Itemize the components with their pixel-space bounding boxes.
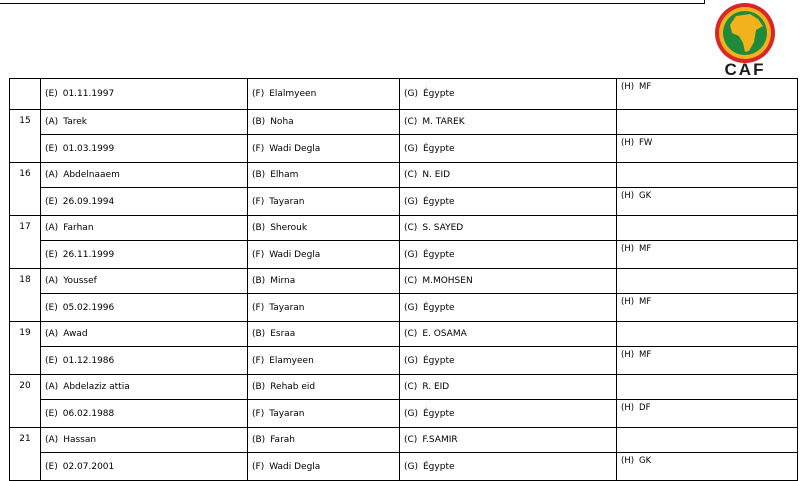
field-label-g: (G) xyxy=(404,461,418,472)
cell-first-name xyxy=(41,216,248,241)
player-position: MF xyxy=(639,297,652,307)
player-club: Tayaran xyxy=(269,408,305,419)
player-last-name: Esraa xyxy=(270,329,296,339)
player-club: Elalmyeen xyxy=(269,89,317,99)
field-label-h: (H) xyxy=(621,297,635,307)
cell-shirt-name xyxy=(400,375,617,400)
player-dob: 01.03.1999 xyxy=(62,143,115,154)
cell-first-name xyxy=(41,163,248,188)
player-position: DF xyxy=(639,403,651,413)
player-shirt-name: S. SAYED xyxy=(422,223,464,233)
cell-position xyxy=(617,400,798,428)
cell-last-name xyxy=(248,110,400,135)
cell-position xyxy=(617,241,798,269)
player-country: Égypte xyxy=(423,355,455,366)
field-label-f: (F) xyxy=(252,461,265,472)
cell-empty xyxy=(617,269,798,294)
player-number: 15 xyxy=(10,110,41,163)
cell-country xyxy=(400,241,617,269)
cell-dob xyxy=(41,135,248,163)
header-rule xyxy=(0,0,705,4)
cell-position xyxy=(617,294,798,322)
cell-country xyxy=(400,294,617,322)
player-number: 18 xyxy=(10,269,41,322)
player-dob: 01.11.1997 xyxy=(62,89,115,99)
player-position: MF xyxy=(639,350,652,360)
field-label-g: (G) xyxy=(404,408,418,419)
cell-shirt-name xyxy=(400,428,617,453)
player-position: GK xyxy=(639,456,652,466)
field-label-e: (E) xyxy=(45,355,58,366)
player-row-details xyxy=(10,135,798,163)
cell-country xyxy=(400,79,617,110)
cell-dob xyxy=(41,347,248,375)
cell-empty xyxy=(617,375,798,400)
player-last-name: Noha xyxy=(270,117,294,127)
field-label-f: (F) xyxy=(252,355,265,366)
player-country: Égypte xyxy=(423,302,455,313)
player-dob: 26.09.1994 xyxy=(62,196,115,207)
cell-first-name xyxy=(41,269,248,294)
player-last-name: Rehab eid xyxy=(270,382,316,392)
player-shirt-name: F.SAMIR xyxy=(422,435,458,445)
field-label-b: (B) xyxy=(252,223,266,233)
cell-last-name xyxy=(248,428,400,453)
field-label-a: (A) xyxy=(45,435,59,445)
cell-club xyxy=(248,347,400,375)
field-label-f: (F) xyxy=(252,249,265,260)
cell-last-name xyxy=(248,269,400,294)
player-position: MF xyxy=(639,82,652,92)
cell-first-name xyxy=(41,375,248,400)
field-label-g: (G) xyxy=(404,89,418,99)
cell-dob xyxy=(41,188,248,216)
field-label-b: (B) xyxy=(252,276,266,286)
player-country: Égypte xyxy=(423,461,455,472)
field-label-a: (A) xyxy=(45,382,59,392)
player-first-name: Awad xyxy=(63,329,88,339)
player-row-details xyxy=(10,347,798,375)
field-label-c: (C) xyxy=(404,223,418,233)
field-label-c: (C) xyxy=(404,329,418,339)
cell-position xyxy=(617,347,798,375)
field-label-g: (G) xyxy=(404,355,418,366)
player-club: Wadi Degla xyxy=(269,249,321,260)
field-label-e: (E) xyxy=(45,249,58,260)
cell-last-name xyxy=(248,163,400,188)
player-number: 20 xyxy=(10,375,41,428)
player-dob: 06.02.1988 xyxy=(62,408,115,419)
cell-empty xyxy=(617,322,798,347)
cell-club xyxy=(248,79,400,110)
player-dob: 05.02.1996 xyxy=(62,302,115,313)
field-label-b: (B) xyxy=(252,435,266,445)
field-label-c: (C) xyxy=(404,117,418,127)
cell-empty xyxy=(617,163,798,188)
field-label-b: (B) xyxy=(252,329,266,339)
cell-club xyxy=(248,241,400,269)
field-label-c: (C) xyxy=(404,382,418,392)
player-position: MF xyxy=(639,244,652,254)
player-first-name: Tarek xyxy=(63,117,87,127)
field-label-b: (B) xyxy=(252,382,266,392)
player-country: Égypte xyxy=(423,143,455,154)
cell-empty xyxy=(617,110,798,135)
field-label-c: (C) xyxy=(404,276,418,286)
cell-position xyxy=(617,79,798,110)
field-label-a: (A) xyxy=(45,223,59,233)
cell-country xyxy=(400,347,617,375)
player-last-name: Farah xyxy=(270,435,295,445)
field-label-a: (A) xyxy=(45,276,59,286)
field-label-e: (E) xyxy=(45,461,58,472)
field-label-h: (H) xyxy=(621,456,635,466)
field-label-a: (A) xyxy=(45,170,59,180)
field-label-c: (C) xyxy=(404,435,418,445)
field-label-c: (C) xyxy=(404,170,418,180)
field-label-g: (G) xyxy=(404,249,418,260)
player-country: Égypte xyxy=(423,249,455,260)
cell-first-name xyxy=(41,428,248,453)
field-label-h: (H) xyxy=(621,244,635,254)
field-label-a: (A) xyxy=(45,117,59,127)
cell-club xyxy=(248,135,400,163)
player-number-continued xyxy=(10,79,41,110)
player-shirt-name: M. TAREK xyxy=(422,117,465,127)
player-number: 17 xyxy=(10,216,41,269)
player-number: 21 xyxy=(10,428,41,481)
cell-club xyxy=(248,400,400,428)
player-row-names xyxy=(10,375,798,400)
field-label-f: (F) xyxy=(252,143,265,154)
player-row-names xyxy=(10,163,798,188)
player-club: Wadi Degla xyxy=(269,461,321,472)
cell-first-name xyxy=(41,110,248,135)
cell-position xyxy=(617,135,798,163)
player-position: FW xyxy=(639,138,653,148)
cell-country xyxy=(400,135,617,163)
player-dob: 02.07.2001 xyxy=(62,461,115,472)
player-row-names xyxy=(10,269,798,294)
player-row-details xyxy=(10,188,798,216)
player-shirt-name: M.MOHSEN xyxy=(422,276,473,286)
field-label-f: (F) xyxy=(252,302,265,313)
player-country: Égypte xyxy=(423,408,455,419)
player-last-name: Mirna xyxy=(270,276,296,286)
player-club: Elamyeen xyxy=(269,355,314,366)
player-country: Égypte xyxy=(423,196,455,207)
cell-empty xyxy=(617,428,798,453)
player-row-details xyxy=(10,241,798,269)
player-row-names xyxy=(10,322,798,347)
field-label-g: (G) xyxy=(404,143,418,154)
field-label-h: (H) xyxy=(621,191,635,201)
player-row-names xyxy=(10,110,798,135)
cell-country xyxy=(400,400,617,428)
cell-first-name xyxy=(41,322,248,347)
cell-club xyxy=(248,188,400,216)
player-club: Wadi Degla xyxy=(269,143,321,154)
field-label-b: (B) xyxy=(252,117,266,127)
player-first-name: Hassan xyxy=(63,435,97,445)
player-club: Tayaran xyxy=(269,302,305,313)
field-label-e: (E) xyxy=(45,408,58,419)
player-dob: 26.11.1999 xyxy=(62,249,115,260)
field-label-e: (E) xyxy=(45,143,58,154)
player-club: Tayaran xyxy=(269,196,305,207)
player-dob: 01.12.1986 xyxy=(62,355,115,366)
player-row-details xyxy=(10,294,798,322)
field-label-h: (H) xyxy=(621,82,635,92)
field-label-a: (A) xyxy=(45,329,59,339)
player-row-details xyxy=(10,400,798,428)
player-first-name: Abdelnaaem xyxy=(63,170,120,180)
player-country: Égypte xyxy=(423,89,455,99)
player-first-name: Farhan xyxy=(63,223,94,233)
cell-shirt-name xyxy=(400,269,617,294)
player-last-name: Elham xyxy=(270,170,299,180)
field-label-b: (B) xyxy=(252,170,266,180)
player-shirt-name: E. OSAMA xyxy=(422,329,467,339)
cell-shirt-name xyxy=(400,322,617,347)
player-number: 19 xyxy=(10,322,41,375)
logo-wordmark: CAF xyxy=(724,60,766,78)
field-label-h: (H) xyxy=(621,350,635,360)
player-last-name: Sherouk xyxy=(270,223,308,233)
field-label-e: (E) xyxy=(45,196,58,207)
player-first-name: Youssef xyxy=(63,276,97,286)
field-label-f: (F) xyxy=(252,196,265,207)
player-shirt-name: N. EID xyxy=(422,170,451,180)
player-row-names xyxy=(10,428,798,453)
player-row-details xyxy=(10,79,798,110)
player-shirt-name: R. EID xyxy=(422,382,450,392)
player-first-name: Abdelaziz attia xyxy=(63,382,130,392)
cell-position xyxy=(617,188,798,216)
field-label-e: (E) xyxy=(45,89,58,99)
cell-club xyxy=(248,294,400,322)
field-label-g: (G) xyxy=(404,302,418,313)
cell-dob xyxy=(41,400,248,428)
field-label-h: (H) xyxy=(621,138,635,148)
caf-logo xyxy=(706,2,784,78)
player-row-names xyxy=(10,216,798,241)
cell-last-name xyxy=(248,322,400,347)
cell-country xyxy=(400,188,617,216)
player-position: GK xyxy=(639,191,652,201)
field-label-h: (H) xyxy=(621,403,635,413)
cell-shirt-name xyxy=(400,216,617,241)
cell-empty xyxy=(617,216,798,241)
cell-shirt-name xyxy=(400,110,617,135)
field-label-f: (F) xyxy=(252,89,265,99)
cell-dob xyxy=(41,241,248,269)
field-label-e: (E) xyxy=(45,302,58,313)
cell-dob xyxy=(41,79,248,110)
field-label-f: (F) xyxy=(252,408,265,419)
cell-last-name xyxy=(248,216,400,241)
cell-last-name xyxy=(248,375,400,400)
player-roster-table xyxy=(9,78,798,481)
cell-shirt-name xyxy=(400,163,617,188)
cell-dob xyxy=(41,294,248,322)
field-label-g: (G) xyxy=(404,196,418,207)
player-number: 16 xyxy=(10,163,41,216)
